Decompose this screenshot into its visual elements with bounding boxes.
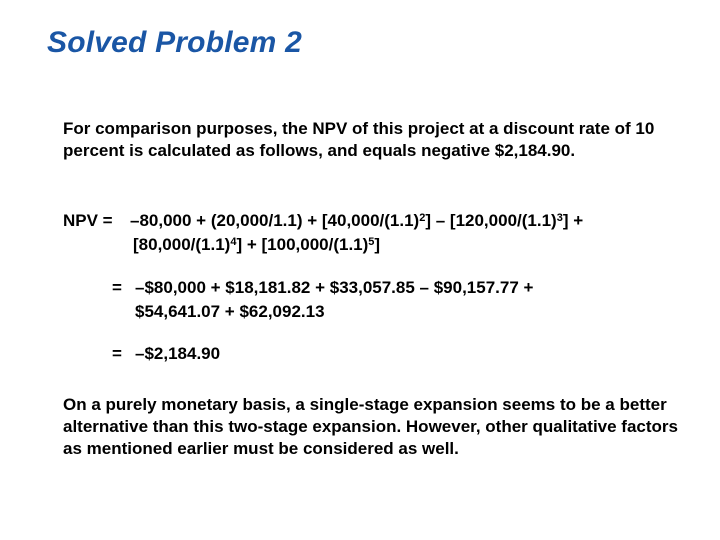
intro-paragraph: For comparison purposes, the NPV of this project at a discount rate of 10 percent is calculated as follows, and equals negative $2,184.90.	[63, 119, 655, 160]
npv-values-line-1: –$80,000 + $18,181.82 + $33,057.85 – $90,157.77 +	[135, 278, 534, 297]
equals-sign: =	[112, 344, 122, 363]
npv-result-value: –$2,184.90	[135, 344, 221, 363]
npv-formula	[63, 209, 683, 257]
npv-formula-line-1: $-80,000 + (20,000/1.1) + [40,000/(1.1)^2] - [120,000/(1.1)^3]$ +	[130, 211, 584, 230]
npv-label: NPV =	[63, 211, 113, 230]
conclusion-paragraph: On a purely monetary basis, a single-stage expansion seems to be a better alternative than this two-stage expansion. However, other qualitative factors as mentioned earlier must be considered as well.	[63, 395, 678, 458]
npv-values	[112, 276, 692, 324]
npv-values-line-2: $54,641.07 + $62,092.13	[135, 302, 325, 321]
equals-sign: =	[112, 278, 122, 297]
npv-result	[112, 342, 412, 366]
slide-title: Solved Problem 2	[47, 26, 302, 59]
npv-formula-line-2: $[80,000/(1.1)^4] + [100,000/(1.1)^5]$	[133, 235, 381, 254]
